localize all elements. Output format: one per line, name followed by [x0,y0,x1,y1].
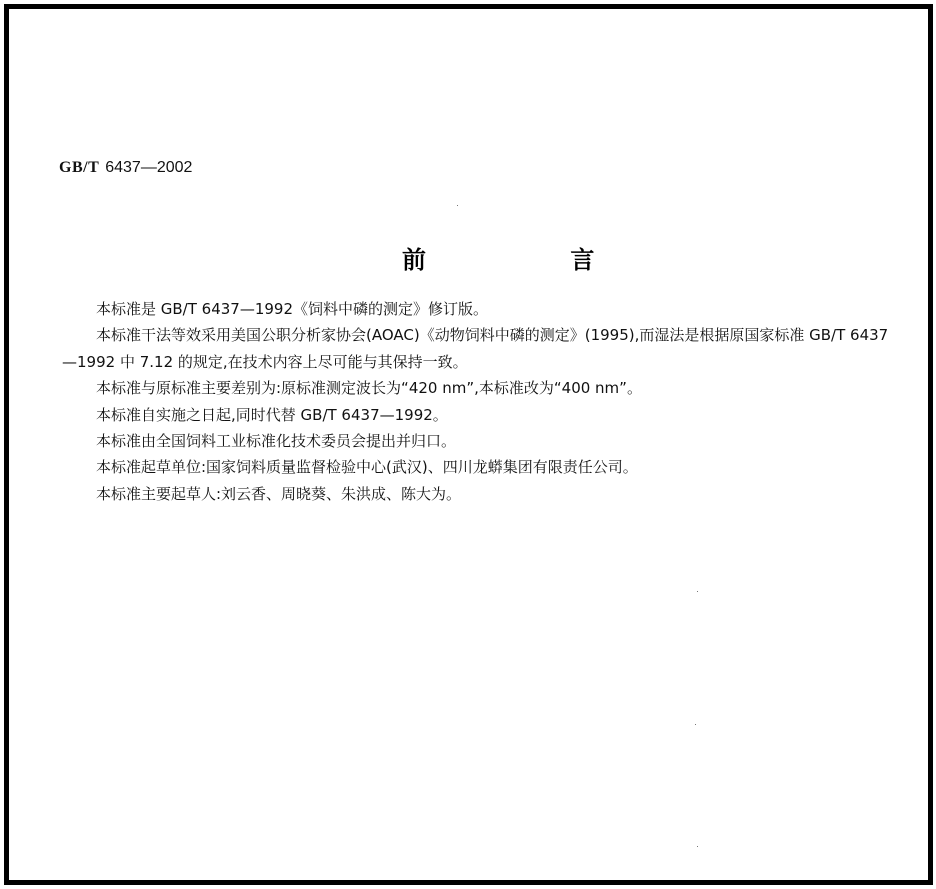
paragraph-revision: 本标准是 GB/T 6437—1992《饲料中磷的测定》修订版。 [96,300,489,318]
standard-number: 6437—2002 [105,159,193,176]
paragraph-drafters: 本标准主要起草人:刘云香、周晓葵、朱洪成、陈大为。 [96,484,462,503]
standard-prefix: GB/T [59,159,100,176]
paragraph-drafting-units: 本标准起草单位:国家饲料质量监督检验中心(武汉)、四川龙蟒集团有限责任公司。 [96,458,638,477]
document-body [62,296,892,507]
scan-speck [697,846,698,847]
paragraph-proposer: 本标准由全国饲料工业标准化技术委员会提出并归口。 [96,432,457,451]
scan-speck [697,591,698,592]
page-title: 前 言 [402,245,663,274]
scan-speck [695,724,696,725]
paragraph-differences: 本标准与原标准主要差别为:原标准测定波长为“420 nm”,本标准改为“400 nm”。 [96,379,642,398]
scan-speck [457,205,458,206]
paragraph-replacement: 本标准自实施之日起,同时代替 GB/T 6437—1992。 [96,405,448,424]
standard-code-header [59,157,192,177]
paragraph-adoption: 本标准干法等效采用美国公职分析家协会(AOAC)《动物饲料中磷的测定》(1995),而湿法是根据原国家标准 GB/T 6437—1992 中 7.12 的规定,在技术内容上尽可能与其保持一致。 [62,326,889,371]
